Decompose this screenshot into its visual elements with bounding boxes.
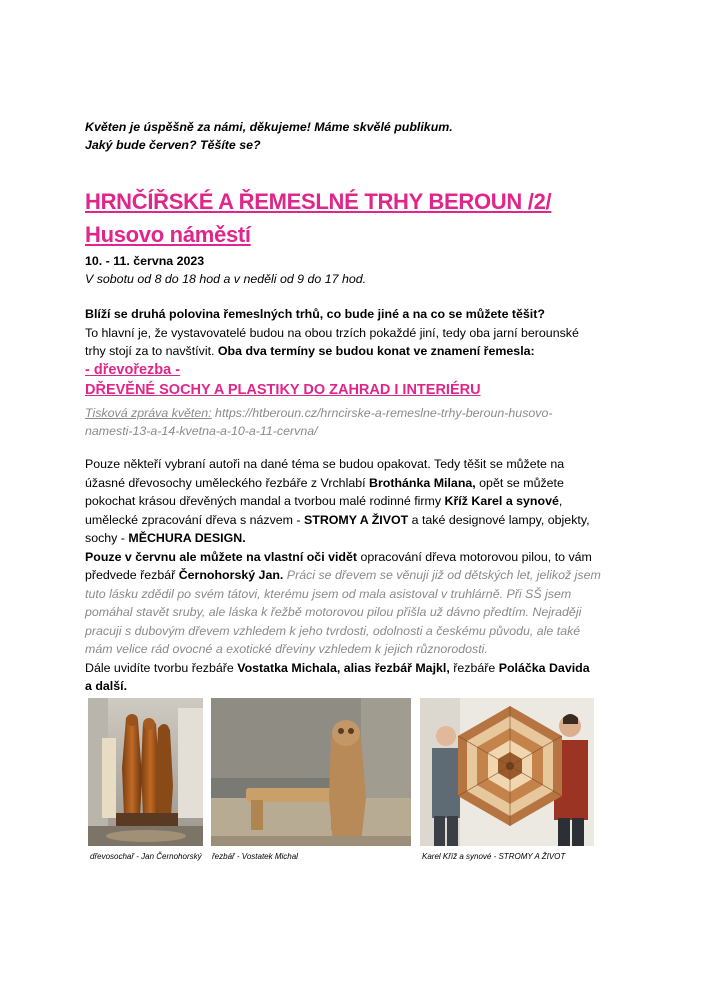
firm-kriz: Kříž Karel a synové <box>444 494 559 508</box>
and-more: a další. <box>85 679 128 693</box>
p2-text: sochy - <box>85 531 129 545</box>
p2-line: Pouze někteří vybraní autoři na dané téma se budou opakovat. Tedy těšit se můžete na <box>85 457 565 471</box>
artist-cernohorsky: Černohorský Jan. <box>178 568 284 582</box>
artist-vostatek: Vostatka Michala, alias řezbář Majkl, <box>237 660 450 675</box>
quote-text: Práci se dřevem se věnuji již od dětských let, jelikož jsem <box>283 568 601 582</box>
main-paragraph <box>85 455 625 696</box>
photo-wood-sculptures <box>88 698 203 846</box>
event-date: 10. - 11. června 2023 <box>85 254 205 268</box>
intro-paragraph <box>85 305 625 361</box>
para1-line-2: To hlavní je, že vystavovatelé budou na obou trzích pokaždé jiní, tedy oba jarní berounské <box>85 325 579 340</box>
theme-line-1: - dřevořezba - <box>85 362 181 378</box>
title-line-1: HRNČÍŘSKÉ A ŘEMESLNÉ TRHY BEROUN /2/ <box>85 189 552 214</box>
photo-owl-bench <box>211 698 411 846</box>
opening-hours: V sobotu od 8 do 18 hod a v neděli od 9 do 17 hod. <box>85 272 367 286</box>
artist-polacek: Poláčka Davida <box>498 660 590 675</box>
quote-text: tuto lásku zdědil po svém tátovi, kterému jsem od mala asistoval v truhlárně. Při SŠ jsem <box>85 586 572 601</box>
p2-text: opracování dřeva motorovou pilou, to vám <box>357 549 592 564</box>
press-release <box>85 404 625 440</box>
artist-brothanek: Brothánka Milana, <box>369 475 476 490</box>
theme-line-2: DŘEVĚNÉ SOCHY A PLASTIKY DO ZAHRAD I INTERIÉRU <box>85 382 481 398</box>
intro-line-2: Jaký bude červen? Těšíte se? <box>85 137 261 152</box>
brand-mechura-design: MĚCHURA DESIGN. <box>128 531 246 545</box>
quote-text: mám velice rád ovocné a exotické dřeviny vzhledem k jejich různorodosti. <box>85 642 488 656</box>
p2-text: řezbáře <box>449 660 499 675</box>
quote-text: pomáhal stavět sruby, ale láska k řežbě motorovou pilou přišla už dávno předtím. Nejraději <box>85 605 582 619</box>
para1-line-3: trhy stojí za to navštívit. <box>85 344 218 358</box>
p2-text: pokochat krásou dřevěných mandal a tvorbou malé rodinné firmy <box>85 494 445 508</box>
intro-text <box>85 119 453 154</box>
p2-text: opět se můžete <box>475 475 564 490</box>
p2-text: umělecké zpracování dřeva s názvem - <box>85 512 304 527</box>
caption-photo-3: Karel Kříž a synové - STROMY A ŽIVOT <box>422 852 566 861</box>
june-highlight: Pouze v červnu ale můžete na vlastní oči vidět <box>85 549 358 564</box>
caption-photo-1: dřevosochař - Jan Černohorský <box>90 852 202 861</box>
press-release-link[interactable]: https://htberoun.cz/hrncirske-a-remeslne-trhy-beroun-husovo- <box>211 406 553 420</box>
p2-text: úžasné dřevosochy uměleckého řezbáře z Vrchlabí <box>85 475 369 490</box>
question-heading: Blíží se druhá polovina řemeslných trhů, co bude jiné a na co se můžete těšit? <box>85 307 545 321</box>
caption-photo-2: řezbář - Vostatek Michal <box>212 852 298 861</box>
press-release-label: Tisková zpráva květen: <box>85 406 212 420</box>
p2-text: a také designové lampy, objekty, <box>408 512 590 527</box>
para1-line-3-bold: Oba dva termíny se budou konat ve znamení řemesla: <box>217 344 535 358</box>
p2-text: Dále uvidíte tvorbu řezbáře <box>85 660 238 675</box>
press-release-link-cont[interactable]: namesti-13-a-14-kvetna-a-10-a-11-cervna/ <box>85 424 318 438</box>
quote-text: pracuji s dubovým dřevem vzhledem k jeho tvrdosti, odolnosti a českému původu, ale také <box>85 623 581 638</box>
brand-stromy-a-zivot: STROMY A ŽIVOT <box>304 512 409 527</box>
page-title <box>85 185 551 251</box>
p2-text: předvede řezbář <box>85 568 179 582</box>
title-line-2: Husovo náměstí <box>85 222 251 247</box>
intro-line-1: Květen je úspěšně za námi, děkujeme! Máme skvělé publikum. <box>85 120 453 134</box>
photo-mandala <box>420 698 594 846</box>
p2-text: , <box>558 494 563 508</box>
